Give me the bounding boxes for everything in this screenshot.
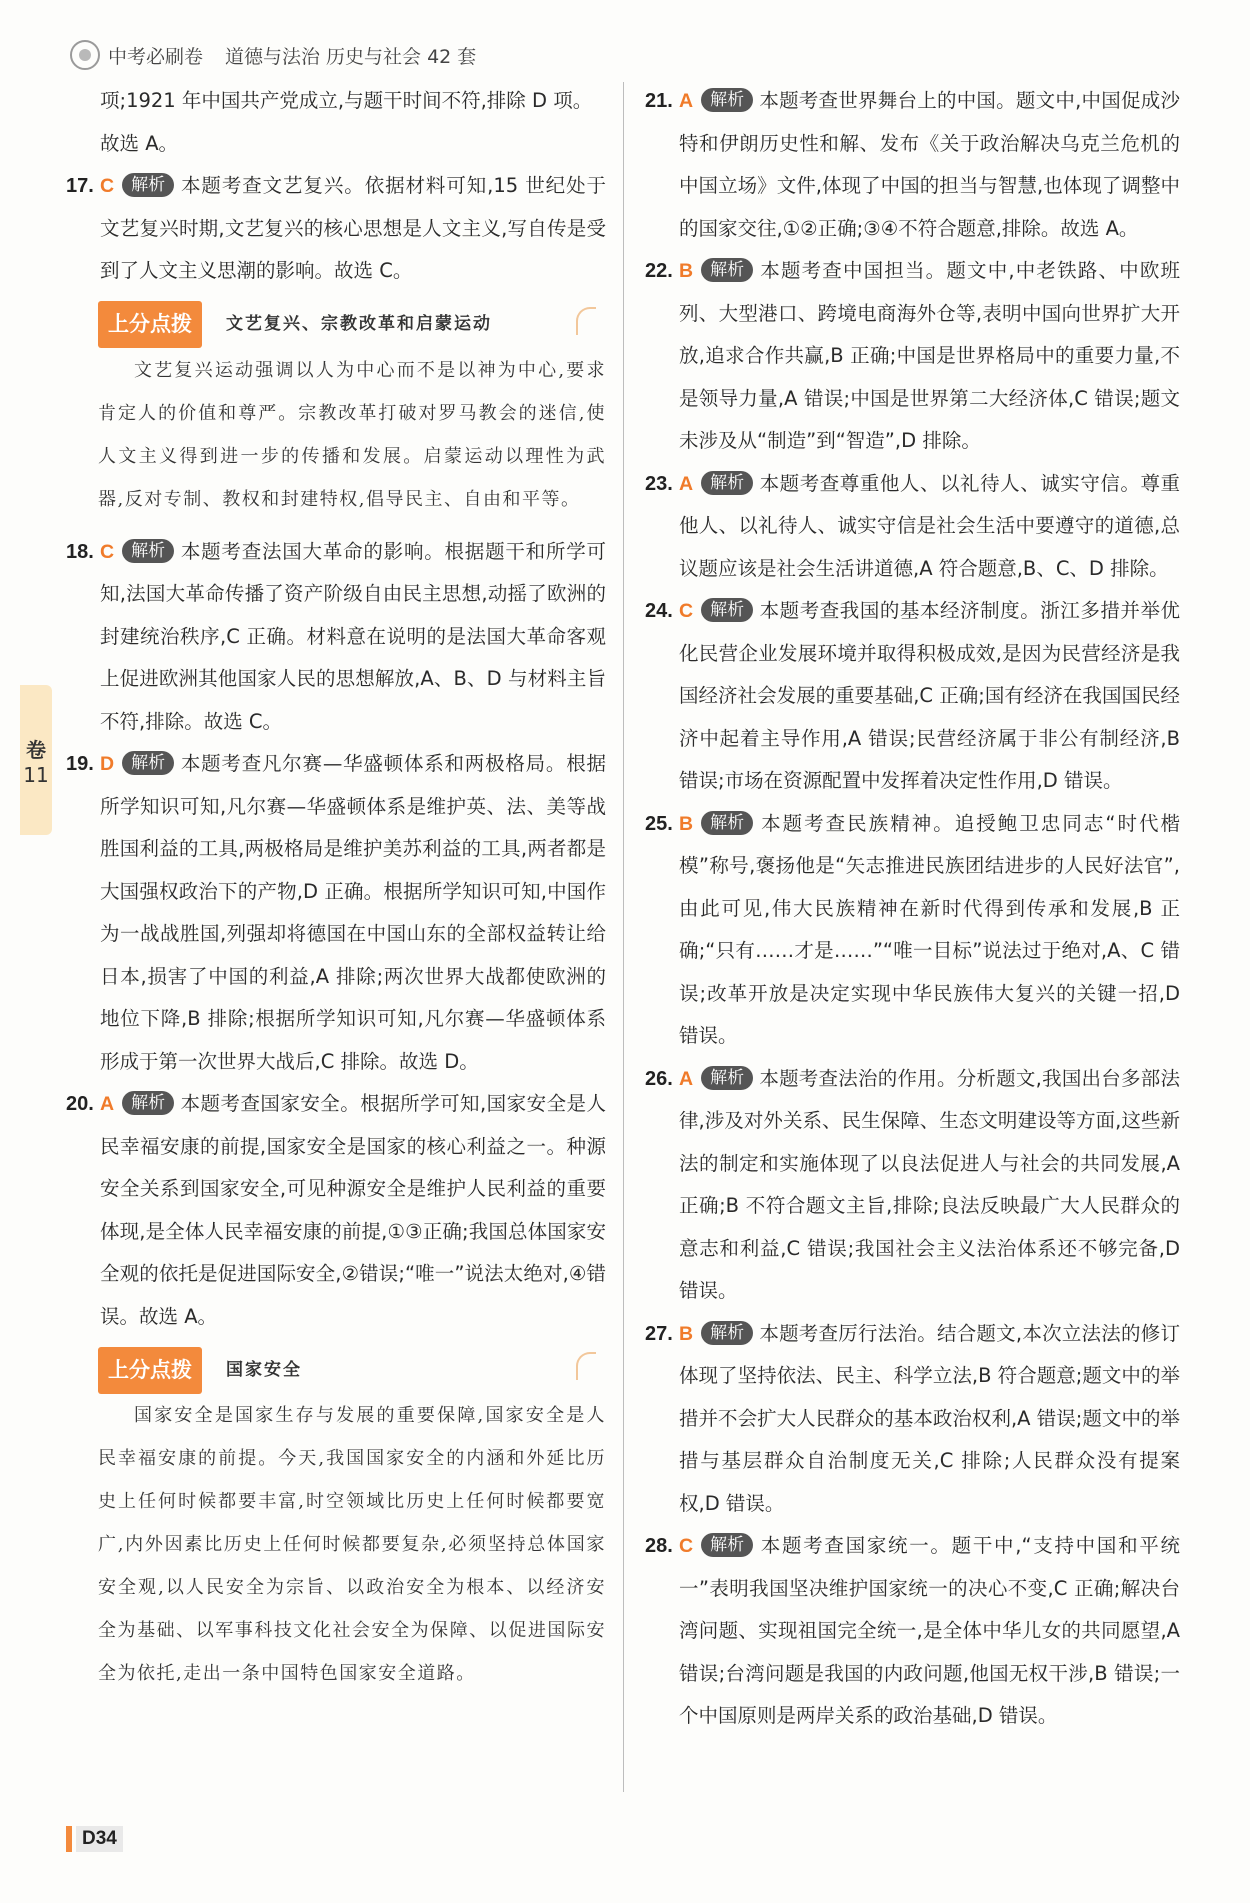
right-column xyxy=(645,80,1180,1738)
analysis-tag: 解析 xyxy=(122,751,174,775)
answer-item-25 xyxy=(645,803,1180,1058)
question-number: 21. xyxy=(645,90,673,112)
analysis-tag: 解析 xyxy=(122,173,174,197)
question-number: 19. xyxy=(66,753,94,775)
answer-letter: C xyxy=(100,540,115,563)
curl-decoration-icon xyxy=(576,307,596,335)
volume-number: 11 xyxy=(23,762,49,787)
curl-decoration-icon xyxy=(576,1352,596,1380)
question-number: 17. xyxy=(66,175,94,197)
question-number: 22. xyxy=(645,260,673,282)
answer-item-27 xyxy=(645,1313,1180,1526)
question-number: 27. xyxy=(645,1322,673,1345)
question-number: 26. xyxy=(645,1067,673,1090)
analysis-tag: 解析 xyxy=(122,539,174,563)
q16-continuation: 项;1921 年中国共产党成立,与题干时间不符,排除 D 项。 xyxy=(100,89,593,112)
tip-body: 国家安全是国家生存与发展的重要保障,国家安全是人民幸福安康的前提。今天,我国国家安全的内涵和外延比历史上任何时候都要丰富,时空领域比历史上任何时候都要宽广,内外因素比历史上任何时候都要复杂,必须坚持总体国家安全观,以人民安全为宗旨、以政治安全为根本、以经济安全为基础、以军事科技文化社会安全为保障、以促进国际安全为依托,走出一条中国特色国家安全道路。 xyxy=(98,1405,606,1684)
analysis-tag: 解析 xyxy=(701,471,753,495)
answer-letter: A xyxy=(679,1067,694,1090)
volume-side-tab xyxy=(20,685,52,835)
analysis-text: 本题考查民族精神。追授鲍卫忠同志“时代楷模”称号,褒扬他是“矢志推进民族团结进步的人民好法官”,由此可见,伟大民族精神在新时代得到传承和发展,B 正确;“只有……才是……”“唯一目标”说法过于绝对,A、C 错误;改革开放是决定实现中华民族伟大复兴的关键一招,D 错误。 xyxy=(679,811,1180,1047)
page-header xyxy=(70,38,476,72)
analysis-text: 本题考查文艺复兴。依据材料可知,15 世纪处于文艺复兴时期,文艺复兴的核心思想是人文主义,写自传是受到了人文主义思潮的影响。故选 C。 xyxy=(100,174,606,282)
analysis-text: 本题考查法国大革命的影响。根据题干和所学可知,法国大革命传播了资产阶级自由民主思想,动摇了欧洲的封建统治秩序,C 正确。材料意在说明的是法国大革命客观上促进欧洲其他国家人民的思想解放,A、B、D 与材料主旨不符,排除。故选 C。 xyxy=(100,539,606,733)
analysis-tag: 解析 xyxy=(701,1533,753,1557)
answer-letter: B xyxy=(679,260,694,282)
answer-item-21 xyxy=(645,80,1180,250)
footer-accent xyxy=(66,1826,72,1852)
answer-item-18 xyxy=(66,531,606,744)
question-number: 20. xyxy=(66,1093,94,1115)
analysis-text: 本题考查尊重他人、以礼待人、诚实守信。尊重他人、以礼待人、诚实守信是社会生活中要遵守的道德,总议题应该是社会生活讲道德,A 符合题意,B、C、D 排除。 xyxy=(679,471,1180,580)
question-number: 28. xyxy=(645,1535,673,1557)
analysis-text: 本题考查厉行法治。结合题文,本次立法法的修订体现了坚持依法、民主、科学立法,B 符合题意;题文中的举措并不会扩大人民群众的基本政治权利,A 错误;题文中的举措与基层群众自治制度无关,C 排除;人民群众没有提案权,D 错误。 xyxy=(679,1321,1180,1515)
analysis-text: 本题考查国家统一。题干中,“支持中国和平统一”表明我国坚决维护国家统一的决心不变,C 正确;解决台湾问题、实现祖国完全统一,是全体中华儿女的共同愿望,A 错误;台湾问题是我国的内政问题,他国无权干涉,B 错误;一个中国原则是两岸关系的政治基础,D 错误。 xyxy=(679,1534,1180,1727)
question-number: 25. xyxy=(645,812,673,835)
answer-letter: A xyxy=(100,1093,115,1115)
answer-letter: B xyxy=(679,1322,694,1345)
answer-item-28 xyxy=(645,1525,1180,1738)
analysis-text: 本题考查世界舞台上的中国。题文中,中国促成沙特和伊朗历史性和解、发布《关于政治解决乌克兰危机的中国立场》文件,体现了中国的担当与智慧,也体现了调整中的国家交往,①②正确;③④不符合题意,排除。故选 A。 xyxy=(679,89,1180,240)
tip-box-national-security xyxy=(98,1350,606,1695)
analysis-tag: 解析 xyxy=(701,88,753,112)
answer-item-19 xyxy=(66,743,606,1083)
answer-item-22 xyxy=(645,250,1180,463)
analysis-tag: 解析 xyxy=(701,598,753,622)
page-footer xyxy=(66,1822,123,1856)
analysis-text: 本题考查我国的基本经济制度。浙江多措并举优化民营企业发展环境并取得积极成效,是因为民营经济是我国经济社会发展的重要基础,C 正确;国有经济在我国国民经济中起着主导作用,A 错误;民营经济属于非公有制经济,B 错误;市场在资源配置中发挥着决定性作用,D 错误。 xyxy=(679,599,1180,792)
analysis-tag: 解析 xyxy=(701,1321,753,1345)
analysis-text: 本题考查中国担当。题文中,中老铁路、中欧班列、大型港口、跨境电商海外仓等,表明中国向世界扩大开放,追求合作共赢,B 正确;中国是世界格局中的重要力量,不是领导力量,A 错误;中国是世界第二大经济体,C 错误;题文未涉及从“制造”到“智造”,D 排除。 xyxy=(679,259,1180,452)
tip-body: 文艺复兴运动强调以人为中心而不是以神为中心,要求肯定人的价值和尊严。宗教改革打破对罗马教会的迷信,使人文主义得到进一步的传播和发展。启蒙运动以理性为武器,反对专制、教权和封建特权,倡导民主、自由和平等。 xyxy=(98,359,606,510)
tip-box-renaissance xyxy=(98,305,606,521)
answer-letter: C xyxy=(679,1535,694,1557)
q16-conclusion: 故选 A。 xyxy=(100,131,179,155)
answer-letter: B xyxy=(679,812,694,835)
answer-letter: D xyxy=(100,753,115,775)
question-number: 23. xyxy=(645,472,673,495)
answer-letter: C xyxy=(100,175,115,197)
question-number: 24. xyxy=(645,600,673,622)
book-logo-icon xyxy=(70,40,100,70)
page-number: D34 xyxy=(76,1826,123,1852)
analysis-tag: 解析 xyxy=(701,1066,753,1090)
analysis-text: 本题考查法治的作用。分析题文,我国出台多部法律,涉及对外关系、民生保障、生态文明建设等方面,这些新法的制定和实施体现了以良法促进人与社会的共同发展,A 正确;B 不符合题文主旨,排除;良法反映最广大人民群众的意志和利益,C 错误;我国社会主义法治体系还不够完备,D 错误。 xyxy=(679,1066,1180,1302)
subject-title: 道德与法治 历史与社会 42 套 xyxy=(225,45,477,68)
question-number: 18. xyxy=(66,540,94,563)
answer-item-23 xyxy=(645,463,1180,591)
answer-letter: C xyxy=(679,600,694,622)
column-divider xyxy=(623,82,624,1792)
series-title: 中考必刷卷 xyxy=(108,45,204,68)
tip-title: 国家安全 xyxy=(226,1359,302,1380)
tip-badge: 上分点拨 xyxy=(98,1347,202,1394)
answer-item-26 xyxy=(645,1058,1180,1313)
answer-item-24 xyxy=(645,590,1180,803)
answer-letter: A xyxy=(679,472,694,495)
tip-title: 文艺复兴、宗教改革和启蒙运动 xyxy=(226,314,492,334)
answer-item-20 xyxy=(66,1083,606,1338)
analysis-text: 本题考查国家安全。根据所学可知,国家安全是人民幸福安康的前提,国家安全是国家的核心利益之一。种源安全关系到国家安全,可见种源安全是维护人民利益的重要体现,是全体人民幸福安康的前提,①③正确;我国总体国家安全观的依托是促进国际安全,②错误;“唯一”说法太绝对,④错误。故选 A。 xyxy=(100,1092,606,1328)
analysis-tag: 解析 xyxy=(701,258,753,282)
volume-label: 卷 xyxy=(26,737,46,762)
left-column xyxy=(66,80,606,1705)
answer-item-17 xyxy=(66,165,606,293)
tip-badge: 上分点拨 xyxy=(98,301,202,348)
analysis-tag: 解析 xyxy=(701,811,753,835)
analysis-tag: 解析 xyxy=(122,1091,174,1115)
answer-letter: A xyxy=(679,90,694,112)
analysis-text: 本题考查凡尔赛—华盛顿体系和两极格局。根据所学知识可知,凡尔赛—华盛顿体系是维护英、法、美等战胜国利益的工具,两极格局是维护美苏利益的工具,两者都是大国强权政治下的产物,D 正确。根据所学知识可知,中国作为一战战胜国,列强却将德国在中国山东的全部权益转让给日本,损害了中国的利益,A 排除;两次世界大战都使欧洲的地位下降,B 排除;根据所学知识可知,凡尔赛—华盛顿体系形成于第一次世界大战后,C 排除。故选 D。 xyxy=(100,752,606,1073)
